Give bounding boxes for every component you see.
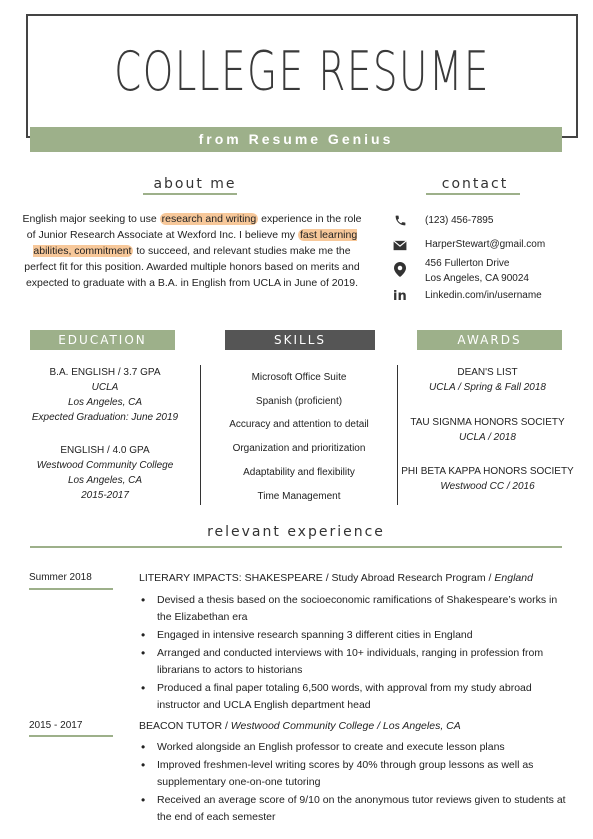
award-name: PHI BETA KAPPA HONORS SOCIETY: [401, 466, 574, 477]
address-line-1: 456 Fullerton Drive: [425, 258, 510, 269]
bullet-item: • Worked alongside an English professor to create and execute lesson plans: [157, 739, 569, 756]
edu-school: UCLA: [91, 382, 119, 393]
address-line-2: Los Angeles, CA 90024: [425, 273, 529, 284]
skill-item: Spanish (proficient): [255, 395, 343, 407]
awards-heading: AWARDS: [417, 330, 562, 350]
job-title-location: England: [494, 572, 533, 584]
highlight: fast learning abilities, commitment: [33, 229, 358, 257]
skill-item: Time Management: [257, 490, 341, 502]
skill-item: Microsoft Office Suite: [251, 372, 347, 383]
award-detail: Westwood CC / 2016: [440, 481, 535, 492]
edu-school: Westwood Community College: [36, 460, 174, 471]
subtitle-band: from Resume Genius: [30, 127, 562, 152]
job-bullets: [139, 739, 569, 827]
email-text: HarperStewart@gmail.com: [425, 239, 546, 250]
bullet-item: • Received an average score of 9/10 on the anonymous tutor reviews given to students at the end of each semester: [157, 792, 569, 826]
about-heading: about me: [153, 176, 237, 192]
linkedin-text: Linkedin.com/in/username: [425, 290, 542, 301]
envelope-icon: [393, 238, 407, 252]
about-text-part: to succeed, and relevant studies make me the perfect fit for this position. Awarded multiple honors based on merits and expected to graduate with a B.A. in English from UCLA in June of 2019.: [24, 245, 360, 289]
edu-degree: ENGLISH / 4.0 GPA: [60, 445, 150, 456]
award-name: DEAN'S LIST: [457, 367, 518, 378]
about-text: [22, 211, 362, 291]
map-pin-icon: [393, 262, 407, 276]
skill-item: Accuracy and attention to detail: [229, 419, 369, 431]
date-underline: [29, 735, 113, 737]
skills-heading: SKILLS: [225, 330, 375, 350]
bullet-item: • Improved freshmen-level writing scores by 40% through group lessons as well as supplementary one-on-one tutoring: [157, 757, 569, 791]
job-title: [139, 720, 461, 732]
bullet-item: • Produced a final paper totaling 6,500 words, with approval from my study abroad instructor and UCLA English department head: [157, 680, 569, 714]
award-entry: [400, 365, 575, 395]
education-entry: [20, 443, 190, 503]
edu-date: Expected Graduation: June 2019: [31, 412, 179, 423]
award-detail: UCLA / Spring & Fall 2018: [429, 382, 546, 393]
skills-list: [205, 366, 393, 508]
job-title-location: Westwood Community College / Los Angeles, CA: [230, 720, 461, 732]
date-underline: [29, 588, 113, 590]
job-date: Summer 2018: [29, 572, 92, 583]
job-date: 2015 - 2017: [29, 720, 83, 731]
bullet-item: • Devised a thesis based on the socioeconomic ramifications of Shakespeare’s works in the Elizabethan era: [157, 592, 569, 626]
linkedin-icon: in: [393, 289, 407, 304]
award-detail: UCLA / 2018: [459, 432, 516, 443]
edu-location: Los Angeles, CA: [67, 475, 143, 486]
experience-underline: [30, 546, 562, 548]
skill-item: Organization and prioritization: [232, 443, 366, 455]
phone-icon: [393, 213, 407, 227]
job-title-text: LITERARY IMPACTS: SHAKESPEARE / Study Abroad Research Program /: [139, 572, 495, 584]
bullet-item: • Arranged and conducted interviews with 10+ individuals, ranging in profession from librarians to actors to historians: [157, 645, 569, 679]
education-entry: [20, 365, 190, 425]
education-heading: EDUCATION: [30, 330, 175, 350]
award-entry: [400, 464, 575, 494]
phone-text: (123) 456-7895: [425, 215, 494, 226]
divider: [397, 365, 398, 505]
award-name: TAU SIGNMA HONORS SOCIETY: [410, 417, 565, 428]
contact-heading: contact: [441, 176, 509, 192]
about-underline: [143, 193, 237, 195]
edu-location: Los Angeles, CA: [67, 397, 143, 408]
job-bullets: [139, 592, 569, 715]
edu-date: 2015-2017: [81, 490, 129, 501]
experience-heading: relevant experience: [207, 524, 385, 540]
contact-underline: [426, 193, 520, 195]
bullet-item: • Engaged in intensive research spanning 3 different cities in England: [157, 627, 569, 644]
job-title: [139, 572, 533, 584]
job-title-text: BEACON TUTOR /: [139, 720, 231, 732]
edu-degree: B.A. ENGLISH / 3.7 GPA: [49, 367, 161, 378]
about-text-part: experience in the role of Junior Research Associate at Wexford Inc. I believe my: [26, 213, 362, 241]
divider: [200, 365, 201, 505]
page-title: COLLEGE RESUME: [114, 40, 490, 103]
highlight: research and writing: [161, 213, 257, 225]
award-entry: [400, 415, 575, 445]
skill-item: Adaptability and flexibility: [243, 466, 355, 478]
about-text-part: English major seeking to use: [22, 213, 160, 225]
